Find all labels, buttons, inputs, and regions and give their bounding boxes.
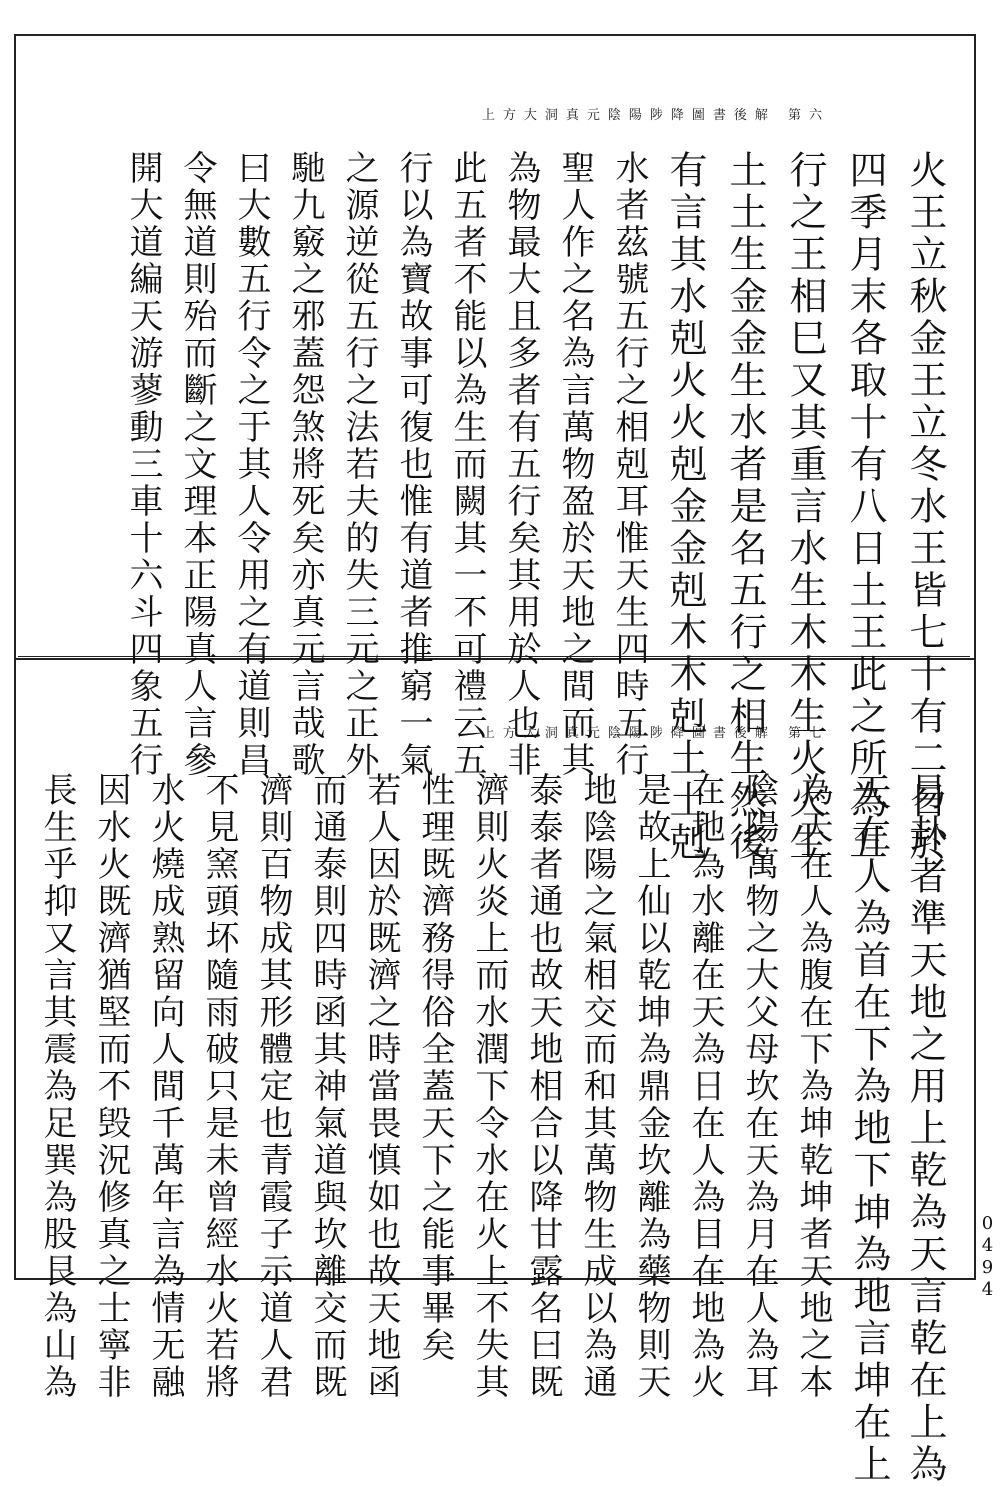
text-column: 火王立秋金王立冬水王皆七十有二日於 bbox=[903, 150, 947, 864]
text-column: 性理既濟務得俗全蓋天下之能事畢矣 bbox=[415, 772, 455, 1364]
page-number: 0494 bbox=[977, 1213, 998, 1301]
text-column: 此五者不能以為生而闕其一不可禮云五 bbox=[447, 150, 487, 779]
text-column: 有言其水剋火火剋金金剋木木剋土土剋 bbox=[663, 150, 707, 864]
text-column: 是故上仙以乾坤為鼎金坎離為藥物則天 bbox=[631, 772, 671, 1401]
text-column: 天在人為首在下為地下坤為地言坤在上 bbox=[847, 772, 891, 1486]
text-column: 易卦者準天地之用上乾為天言乾在上為 bbox=[903, 772, 947, 1486]
text-column: 馳九竅之邪蓋怨煞將死矣亦真元言哉歌 bbox=[285, 150, 325, 779]
text-column: 令無道則殆而斷之文理本正陽真人言參 bbox=[177, 150, 217, 779]
text-column: 開大道編天游蓼動三車十六斗四象五行 bbox=[123, 150, 163, 779]
text-column: 四季月末各取十有八日土王此之所為五 bbox=[843, 150, 887, 864]
text-column: 陰陽萬物之大父母坎在天為月在人為耳 bbox=[739, 772, 779, 1401]
text-column: 地陰陽之氣相交而和其萬物生成以為通 bbox=[577, 772, 617, 1401]
text-column: 曰大數五行令之于其人令用之有道則昌 bbox=[231, 150, 271, 779]
text-column: 行以為寶故事可復也惟有道者推窮一氣 bbox=[393, 150, 433, 779]
text-column: 為天在人為腹在下為坤乾坤者天地之本 bbox=[793, 772, 833, 1401]
top-running-header: 上方大洞真元陰陽陟降圖書後解 第六 bbox=[481, 108, 830, 123]
text-column: 之源逆從五行之法若夫的失三元之正外 bbox=[339, 150, 379, 779]
text-column: 因水火既濟猶堅而不毁況修真之士寧非 bbox=[91, 772, 131, 1401]
text-column: 水者茲號五行之相剋耳惟天生四時五行 bbox=[609, 150, 649, 779]
text-column: 濟則火炎上而水潤下令水在火上不失其 bbox=[469, 772, 509, 1401]
text-column: 土土生金金生水者是名五行之相生然後 bbox=[723, 150, 767, 864]
text-column: 水火燒成熟留向人間千萬年言為情无融 bbox=[145, 772, 185, 1401]
text-column: 行之王相巳又其重言水生木木生火火生 bbox=[783, 150, 827, 864]
text-column: 濟則百物成其形體定也青霞子示道人君 bbox=[253, 772, 293, 1401]
text-column: 泰泰者通也故天地相合以降甘露名曰既 bbox=[523, 772, 563, 1401]
text-column: 而通泰則四時函其神氣道與坎離交而既 bbox=[307, 772, 347, 1401]
text-column: 長生乎抑又言其震為足巽為股艮為山為 bbox=[37, 772, 77, 1401]
text-column: 為物最大且多者有五行矣其用於人也非 bbox=[501, 150, 541, 779]
text-column: 在地為水離在天為日在人為目在地為火 bbox=[685, 772, 725, 1401]
bottom-running-header: 上方大洞真元陰陽陟降圖書後解 第七 bbox=[481, 726, 830, 741]
text-column: 聖人作之名為言萬物盈於天地之間而其 bbox=[555, 150, 595, 779]
text-column: 不見窯頭坏隨雨破只是未曾經水火若將 bbox=[199, 772, 239, 1401]
text-column: 若人因於既濟之時當畏慎如也故天地函 bbox=[361, 772, 401, 1401]
